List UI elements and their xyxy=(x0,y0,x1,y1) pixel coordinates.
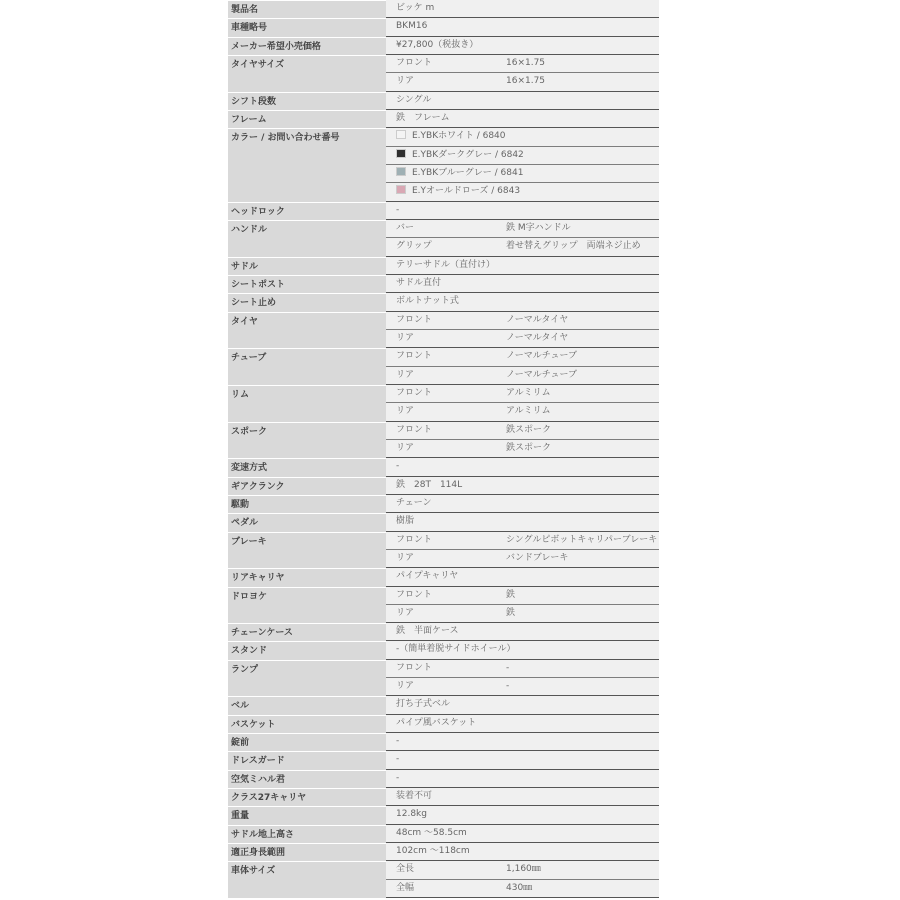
spec-value xyxy=(386,257,495,274)
spec-value-row xyxy=(386,348,659,366)
spec-sub-label: リア xyxy=(396,442,415,453)
spec-label: 車体サイズ xyxy=(228,861,386,898)
spec-row xyxy=(228,806,659,824)
spec-row xyxy=(228,348,659,385)
spec-row xyxy=(228,293,659,311)
spec-value-row xyxy=(386,293,659,311)
spec-value-row xyxy=(386,275,659,293)
spec-value xyxy=(386,825,467,842)
spec-values xyxy=(386,275,659,293)
spec-row xyxy=(228,788,659,806)
spec-value-row xyxy=(386,312,659,330)
spec-value-text: 102cm ～118cm xyxy=(396,846,470,857)
spec-values xyxy=(386,202,659,220)
spec-value-text: - xyxy=(396,772,400,783)
spec-value xyxy=(386,568,458,585)
spec-value xyxy=(386,202,399,219)
spec-value-row xyxy=(386,183,659,201)
spec-sub-label: フロント xyxy=(396,57,433,68)
spec-label: チューブ xyxy=(228,348,386,385)
spec-value-text: - xyxy=(396,204,400,215)
spec-value xyxy=(386,275,441,292)
spec-sub-value: バンドブレーキ xyxy=(506,552,569,563)
spec-sub-label: フロント xyxy=(396,424,433,435)
spec-row xyxy=(228,568,659,586)
spec-sub-label: フロント xyxy=(396,589,433,600)
spec-values xyxy=(386,110,659,128)
spec-label: 重量 xyxy=(228,806,386,824)
spec-row xyxy=(228,623,659,641)
spec-sub-label: リア xyxy=(396,607,415,618)
spec-value-row xyxy=(386,550,659,568)
spec-values xyxy=(386,257,659,275)
spec-label: フレーム xyxy=(228,110,386,128)
spec-value xyxy=(386,806,427,823)
spec-value-row xyxy=(386,806,659,824)
spec-label: シフト段数 xyxy=(228,92,386,110)
spec-value-text: 鉄 フレーム xyxy=(396,112,450,123)
spec-value-row xyxy=(386,587,659,605)
spec-sub-label: 全幅 xyxy=(396,882,415,893)
spec-values xyxy=(386,825,659,843)
spec-values xyxy=(386,92,659,110)
spec-values xyxy=(386,37,659,55)
spec-row xyxy=(228,202,659,220)
spec-value xyxy=(386,623,459,640)
spec-label: ヘッドロック xyxy=(228,202,386,220)
spec-values xyxy=(386,0,659,18)
spec-value-row xyxy=(386,37,659,55)
spec-row xyxy=(228,92,659,110)
spec-sub-value: アルミリム xyxy=(506,387,551,398)
spec-values xyxy=(386,861,659,898)
spec-value-row xyxy=(386,513,659,531)
spec-value-row xyxy=(386,18,659,36)
spec-row xyxy=(228,751,659,769)
spec-values xyxy=(386,843,659,861)
spec-value-text: 鉄 半面ケース xyxy=(396,626,459,637)
spec-value-row xyxy=(386,220,659,238)
spec-sub-label: フロント xyxy=(396,314,433,325)
spec-value xyxy=(386,751,399,768)
spec-row xyxy=(228,733,659,751)
spec-label: リアキャリヤ xyxy=(228,568,386,586)
spec-value-text: チェーン xyxy=(396,497,432,508)
spec-value-row xyxy=(386,403,659,421)
spec-value xyxy=(386,147,524,164)
spec-row xyxy=(228,696,659,714)
spec-value-row xyxy=(386,568,659,586)
spec-value xyxy=(386,293,459,310)
spec-label: リム xyxy=(228,385,386,422)
spec-sub-label: フロント xyxy=(396,662,433,673)
spec-label: ベル xyxy=(228,696,386,714)
spec-values xyxy=(386,348,659,385)
spec-value-text: 装着不可 xyxy=(396,791,433,802)
spec-row xyxy=(228,257,659,275)
spec-values xyxy=(386,495,659,513)
color-swatch xyxy=(396,167,406,176)
spec-value-text: -（簡単着脱サイドホイール） xyxy=(396,644,516,655)
spec-value-row xyxy=(386,440,659,458)
spec-value xyxy=(386,458,399,475)
spec-value xyxy=(386,92,431,109)
spec-value-row xyxy=(386,623,659,641)
spec-label: サドル地上高さ xyxy=(228,825,386,843)
spec-values xyxy=(386,458,659,476)
spec-row xyxy=(228,843,659,861)
spec-values xyxy=(386,806,659,824)
spec-values xyxy=(386,128,659,201)
spec-value-text: BKM16 xyxy=(396,21,428,32)
spec-value-row xyxy=(386,128,659,146)
spec-value-row xyxy=(386,330,659,348)
spec-label: カラー / お問い合わせ番号 xyxy=(228,128,386,201)
spec-label: 錠前 xyxy=(228,733,386,751)
spec-value-row xyxy=(386,110,659,128)
spec-sub-label: フロント xyxy=(396,351,433,362)
spec-value xyxy=(386,495,432,512)
spec-value-text: テリーサドル（直付け） xyxy=(396,259,496,270)
spec-values xyxy=(386,788,659,806)
spec-row xyxy=(228,312,659,349)
spec-values xyxy=(386,623,659,641)
spec-value-row xyxy=(386,660,659,678)
spec-value-row xyxy=(386,770,659,788)
spec-value-row xyxy=(386,861,659,879)
spec-value-row xyxy=(386,238,659,256)
spec-label: ドレスガード xyxy=(228,751,386,769)
spec-value-row xyxy=(386,715,659,733)
spec-sub-value: 430㎜ xyxy=(506,882,533,893)
spec-value xyxy=(386,0,434,17)
spec-value-row xyxy=(386,605,659,623)
spec-label: 車種略号 xyxy=(228,18,386,36)
spec-values xyxy=(386,293,659,311)
spec-value xyxy=(386,733,399,750)
spec-row xyxy=(228,385,659,422)
spec-label: バスケット xyxy=(228,715,386,733)
spec-value-row xyxy=(386,825,659,843)
spec-values xyxy=(386,568,659,586)
spec-sub-value: 鉄 xyxy=(506,607,516,618)
spec-label: ブレーキ xyxy=(228,532,386,569)
spec-row xyxy=(228,0,659,18)
spec-row xyxy=(228,660,659,697)
spec-value-row xyxy=(386,55,659,73)
spec-value-row xyxy=(386,678,659,696)
spec-sub-value: - xyxy=(506,662,510,673)
spec-label: タイヤサイズ xyxy=(228,55,386,92)
spec-sub-value: 1,160㎜ xyxy=(506,864,541,875)
spec-value xyxy=(386,843,470,860)
spec-sub-label: リア xyxy=(396,406,415,417)
spec-row xyxy=(228,513,659,531)
spec-row xyxy=(228,128,659,201)
spec-values xyxy=(386,513,659,531)
spec-sub-value: 16×1.75 xyxy=(506,57,546,68)
spec-sub-label: フロント xyxy=(396,387,433,398)
spec-values xyxy=(386,55,659,92)
spec-value-row xyxy=(386,880,659,898)
spec-label: ランプ xyxy=(228,660,386,697)
spec-label: メーカー希望小売価格 xyxy=(228,37,386,55)
spec-value-text: シングル xyxy=(396,94,432,105)
spec-row xyxy=(228,641,659,659)
spec-value xyxy=(386,37,478,54)
spec-row xyxy=(228,532,659,569)
spec-row xyxy=(228,422,659,459)
spec-values xyxy=(386,477,659,495)
spec-row xyxy=(228,495,659,513)
spec-sub-label: リア xyxy=(396,681,415,692)
spec-values xyxy=(386,422,659,459)
spec-sub-value: アルミリム xyxy=(506,406,551,417)
spec-label: スタンド xyxy=(228,641,386,659)
spec-label: 空気ミハル君 xyxy=(228,770,386,788)
spec-value-text: - xyxy=(396,736,400,747)
spec-row xyxy=(228,55,659,92)
spec-value-row xyxy=(386,202,659,220)
spec-values xyxy=(386,733,659,751)
spec-values xyxy=(386,715,659,733)
spec-value xyxy=(386,770,399,787)
spec-value-row xyxy=(386,385,659,403)
spec-table xyxy=(228,0,659,898)
spec-label: 変速方式 xyxy=(228,458,386,476)
spec-value-row xyxy=(386,257,659,275)
spec-value-text: 12.8kg xyxy=(396,809,427,820)
spec-value-row xyxy=(386,696,659,714)
spec-sub-value: 鉄スポーク xyxy=(506,442,552,453)
spec-value-row xyxy=(386,733,659,751)
spec-value-row xyxy=(386,788,659,806)
spec-sub-label: リア xyxy=(396,332,415,343)
spec-row xyxy=(228,477,659,495)
spec-value xyxy=(386,477,462,494)
spec-sub-value: ノーマルチューブ xyxy=(506,369,578,380)
spec-sub-value: ノーマルタイヤ xyxy=(506,332,569,343)
spec-label: チェーンケース xyxy=(228,623,386,641)
spec-row xyxy=(228,220,659,257)
spec-label: シート止め xyxy=(228,293,386,311)
spec-row xyxy=(228,458,659,476)
spec-label: スポーク xyxy=(228,422,386,459)
spec-values xyxy=(386,532,659,569)
spec-sub-label: グリップ xyxy=(396,241,432,252)
spec-values xyxy=(386,18,659,36)
spec-value xyxy=(386,715,476,732)
spec-value xyxy=(386,110,450,127)
spec-value-row xyxy=(386,843,659,861)
spec-value-text: 鉄 28T 114L xyxy=(396,479,463,490)
spec-sub-value: 鉄 M字ハンドル xyxy=(506,222,571,233)
spec-values xyxy=(386,385,659,422)
spec-label: シートポスト xyxy=(228,275,386,293)
spec-row xyxy=(228,861,659,898)
spec-label: 適正身長範囲 xyxy=(228,843,386,861)
spec-value xyxy=(386,18,427,35)
spec-value-text: 48cm ～58.5cm xyxy=(396,827,467,838)
spec-value-row xyxy=(386,0,659,18)
spec-sub-value: 16×1.75 xyxy=(506,76,546,87)
spec-row xyxy=(228,37,659,55)
spec-value-text: ¥27,800（税抜き） xyxy=(396,39,479,50)
spec-sub-label: リア xyxy=(396,76,415,87)
spec-row xyxy=(228,770,659,788)
spec-value-text: ボルトナット式 xyxy=(396,296,459,307)
spec-value-row xyxy=(386,477,659,495)
spec-row xyxy=(228,110,659,128)
color-swatch xyxy=(396,130,406,139)
spec-values xyxy=(386,641,659,659)
spec-value-row xyxy=(386,367,659,385)
spec-value-text: E.YBKホワイト / 6840 xyxy=(412,131,506,142)
spec-sub-value: ノーマルチューブ xyxy=(506,351,578,362)
spec-value-text: パイプ風バスケット xyxy=(396,717,477,728)
spec-value xyxy=(386,128,506,145)
spec-value-row xyxy=(386,73,659,91)
spec-sub-value: 着せ替えグリップ 両端ネジ止め xyxy=(506,241,641,252)
spec-value-row xyxy=(386,458,659,476)
spec-value-text: サドル直付 xyxy=(396,277,442,288)
spec-sub-label: バー xyxy=(396,222,415,233)
spec-sub-label: リア xyxy=(396,369,415,380)
spec-values xyxy=(386,220,659,257)
spec-label: ペダル xyxy=(228,513,386,531)
spec-value-text: 樹脂 xyxy=(396,516,415,527)
spec-label: タイヤ xyxy=(228,312,386,349)
spec-value xyxy=(386,788,432,805)
spec-value xyxy=(386,165,523,182)
spec-sub-value: シングルピボットキャリパーブレーキ xyxy=(506,534,658,545)
spec-value-row xyxy=(386,751,659,769)
spec-row xyxy=(228,587,659,624)
spec-value-row xyxy=(386,165,659,183)
spec-values xyxy=(386,696,659,714)
spec-sub-value: ノーマルタイヤ xyxy=(506,314,569,325)
spec-label: ドロヨケ xyxy=(228,587,386,624)
spec-value-text: - xyxy=(396,461,400,472)
spec-value-row xyxy=(386,92,659,110)
spec-value-text: E.Yオールドローズ / 6843 xyxy=(412,186,521,197)
spec-label: 駆動 xyxy=(228,495,386,513)
spec-row xyxy=(228,715,659,733)
spec-value xyxy=(386,183,520,200)
spec-row xyxy=(228,825,659,843)
spec-value-text: ビッケ m xyxy=(396,3,435,13)
spec-value xyxy=(386,696,450,713)
spec-sub-value: - xyxy=(506,681,510,692)
spec-row xyxy=(228,18,659,36)
spec-value-row xyxy=(386,532,659,550)
spec-value-text: - xyxy=(396,754,400,765)
spec-label: サドル xyxy=(228,257,386,275)
spec-values xyxy=(386,660,659,697)
spec-sub-label: リア xyxy=(396,552,415,563)
spec-sub-value: 鉄 xyxy=(506,589,516,600)
spec-sub-label: フロント xyxy=(396,534,433,545)
spec-value-row xyxy=(386,147,659,165)
spec-values xyxy=(386,770,659,788)
spec-label: ギアクランク xyxy=(228,477,386,495)
spec-value-text: パイプキャリヤ xyxy=(396,571,459,582)
spec-row xyxy=(228,275,659,293)
spec-sub-value: 鉄スポーク xyxy=(506,424,552,435)
spec-value-row xyxy=(386,495,659,513)
spec-label: クラス27キャリヤ xyxy=(228,788,386,806)
color-swatch xyxy=(396,185,406,194)
spec-value-row xyxy=(386,641,659,659)
spec-value-text: E.YBKダークグレー / 6842 xyxy=(412,149,524,160)
spec-values xyxy=(386,587,659,624)
spec-sub-label: 全長 xyxy=(396,864,415,875)
spec-values xyxy=(386,751,659,769)
spec-value xyxy=(386,513,414,530)
spec-value-text: E.YBKブルーグレー / 6841 xyxy=(412,167,524,178)
spec-value xyxy=(386,641,515,658)
spec-label: 製品名 xyxy=(228,0,386,18)
spec-value-row xyxy=(386,422,659,440)
spec-value-text: 打ち子式ベル xyxy=(396,699,451,710)
spec-label: ハンドル xyxy=(228,220,386,257)
color-swatch xyxy=(396,149,406,158)
spec-values xyxy=(386,312,659,349)
